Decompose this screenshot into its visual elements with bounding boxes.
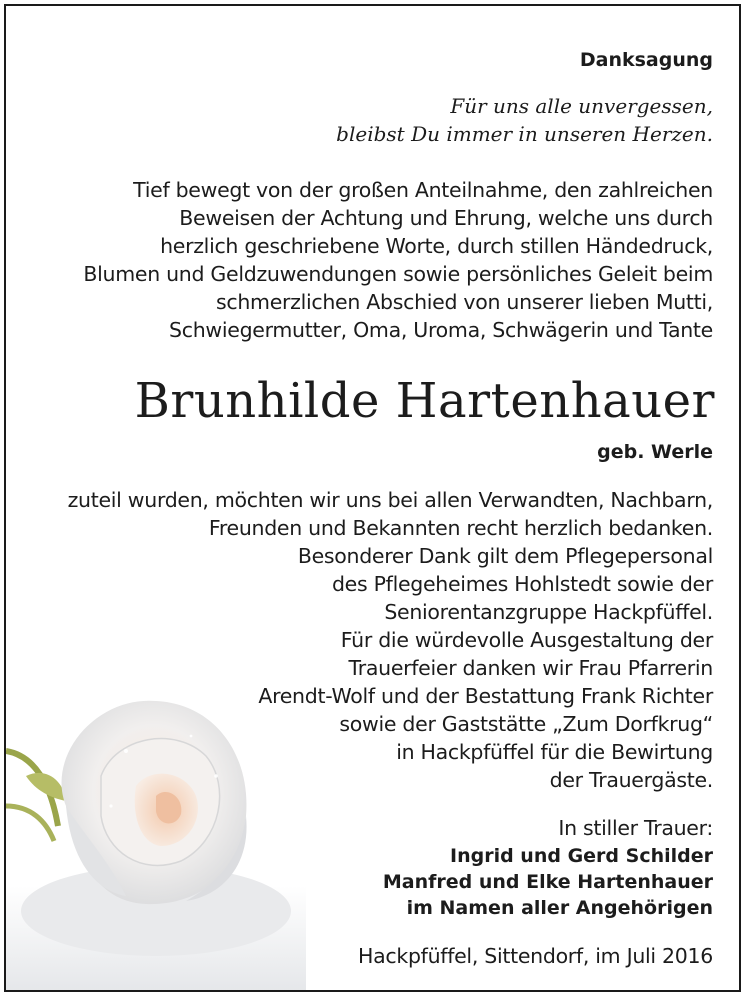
- mourner-line: Ingrid und Gerd Schilder: [450, 845, 713, 867]
- quote-line: Für uns alle unvergessen,: [450, 94, 713, 118]
- obituary-notice: [4, 4, 741, 992]
- intro-line: Blumen und Geldzuwendungen sowie persönliches Geleit beim: [83, 262, 713, 286]
- mourning-label: In stiller Trauer:: [558, 816, 713, 840]
- place-date: Hackpfüffel, Sittendorf, im Juli 2016: [358, 944, 713, 968]
- thanks-line: der Trauergäste.: [549, 768, 713, 792]
- thanks-line: sowie der Gaststätte „Zum Dorfkrug“: [339, 712, 713, 736]
- intro-line: Tief bewegt von der großen Anteilnahme, den zahlreichen: [133, 178, 713, 202]
- deceased-name: Brunhilde Hartenhauer: [134, 373, 715, 429]
- thanks-line: in Hackpfüffel für die Bewirtung: [396, 740, 713, 764]
- mourner-line: Manfred und Elke Hartenhauer: [382, 871, 713, 893]
- intro-line: Beweisen der Achtung und Ehrung, welche uns durch: [179, 206, 713, 230]
- intro-line: schmerzlichen Abschied von unserer lieben Mutti,: [215, 290, 713, 314]
- thanks-line: zuteil wurden, möchten wir uns bei allen Verwandten, Nachbarn,: [67, 488, 713, 512]
- thanks-line: Für die würdevolle Ausgestaltung der: [340, 628, 713, 652]
- thanks-line: Besonderer Dank gilt dem Pflegepersonal: [297, 544, 713, 568]
- thanks-line: Arendt-Wolf und der Bestattung Frank Richter: [258, 684, 713, 708]
- thanks-line: Freunden und Bekannten recht herzlich bedanken.: [208, 516, 713, 540]
- birth-name: geb. Werle: [597, 441, 713, 463]
- quote-line: bleibst Du immer in unseren Herzen.: [336, 122, 713, 146]
- intro-line: Schwiegermutter, Oma, Uroma, Schwägerin und Tante: [169, 318, 713, 342]
- intro-line: herzlich geschriebene Worte, durch stillen Händedruck,: [160, 234, 713, 258]
- heading: Danksagung: [579, 49, 713, 71]
- thanks-line: Seniorentanzgruppe Hackpfüffel.: [384, 600, 713, 624]
- thanks-line: des Pflegeheimes Hohlstedt sowie der: [331, 572, 713, 596]
- thanks-line: Trauerfeier danken wir Frau Pfarrerin: [348, 656, 713, 680]
- mourner-line: im Namen aller Angehörigen: [406, 897, 713, 919]
